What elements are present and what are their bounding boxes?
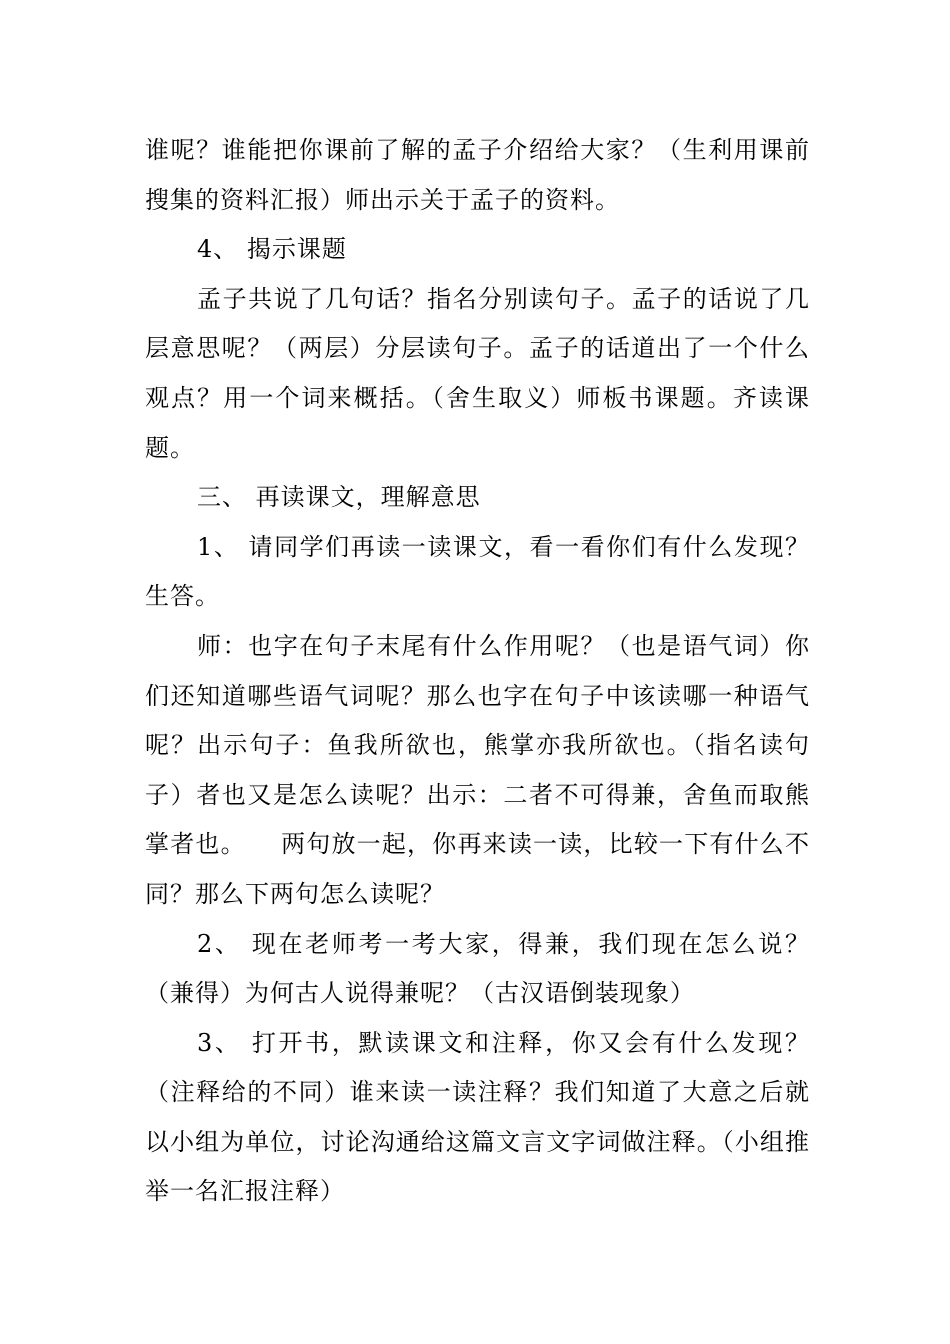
document-body — [145, 126, 810, 1217]
paragraph-item-1: 1、 请同学们再读一读课文，看一看你们有什么发现？生答。 — [145, 532, 810, 611]
paragraph-item-2: 2、 现在老师考一考大家，得兼，我们现在怎么说？（兼得）为何古人说得兼呢？（古汉语倒装现象） — [145, 929, 810, 1008]
paragraph-step-4-heading: 4、 揭示课题 — [197, 235, 347, 264]
paragraph-item-3: 3、 打开书，默读课文和注释，你又会有什么发现？（注释给的不同）谁来读一读注释？我们知道了大意之后就以小组为单位，讨论沟通给这篇文言文字词做注释。（小组推举一名汇报注释） — [145, 1028, 810, 1206]
paragraph-section-3-heading: 三、 再读课文，理解意思 — [197, 483, 481, 512]
paragraph-teacher-ye: 师：也字在句子末尾有什么作用呢？（也是语气词）你们还知道哪些语气词呢？那么也字在句子中该读哪一种语气呢？出示句子：鱼我所欲也，熊掌亦我所欲也。（指名读句子）者也又是怎么读呢？出示：二者不可得兼，舍鱼而取熊掌者也。 两句放一起，你再来读一读，比较一下有什么不同？那么下两句怎么读呢？ — [145, 631, 810, 908]
paragraph-mencius-sentences: 孟子共说了几句话？指名分别读句子。孟子的话说了几层意思呢？（两层）分层读句子。孟子的话道出了一个什么观点？用一个词来概括。（舍生取义）师板书课题。齐读课题。 — [145, 284, 810, 462]
paragraph-continuation: 谁呢？谁能把你课前了解的孟子介绍给大家？（生利用课前搜集的资料汇报）师出示关于孟子的资料。 — [145, 136, 810, 214]
